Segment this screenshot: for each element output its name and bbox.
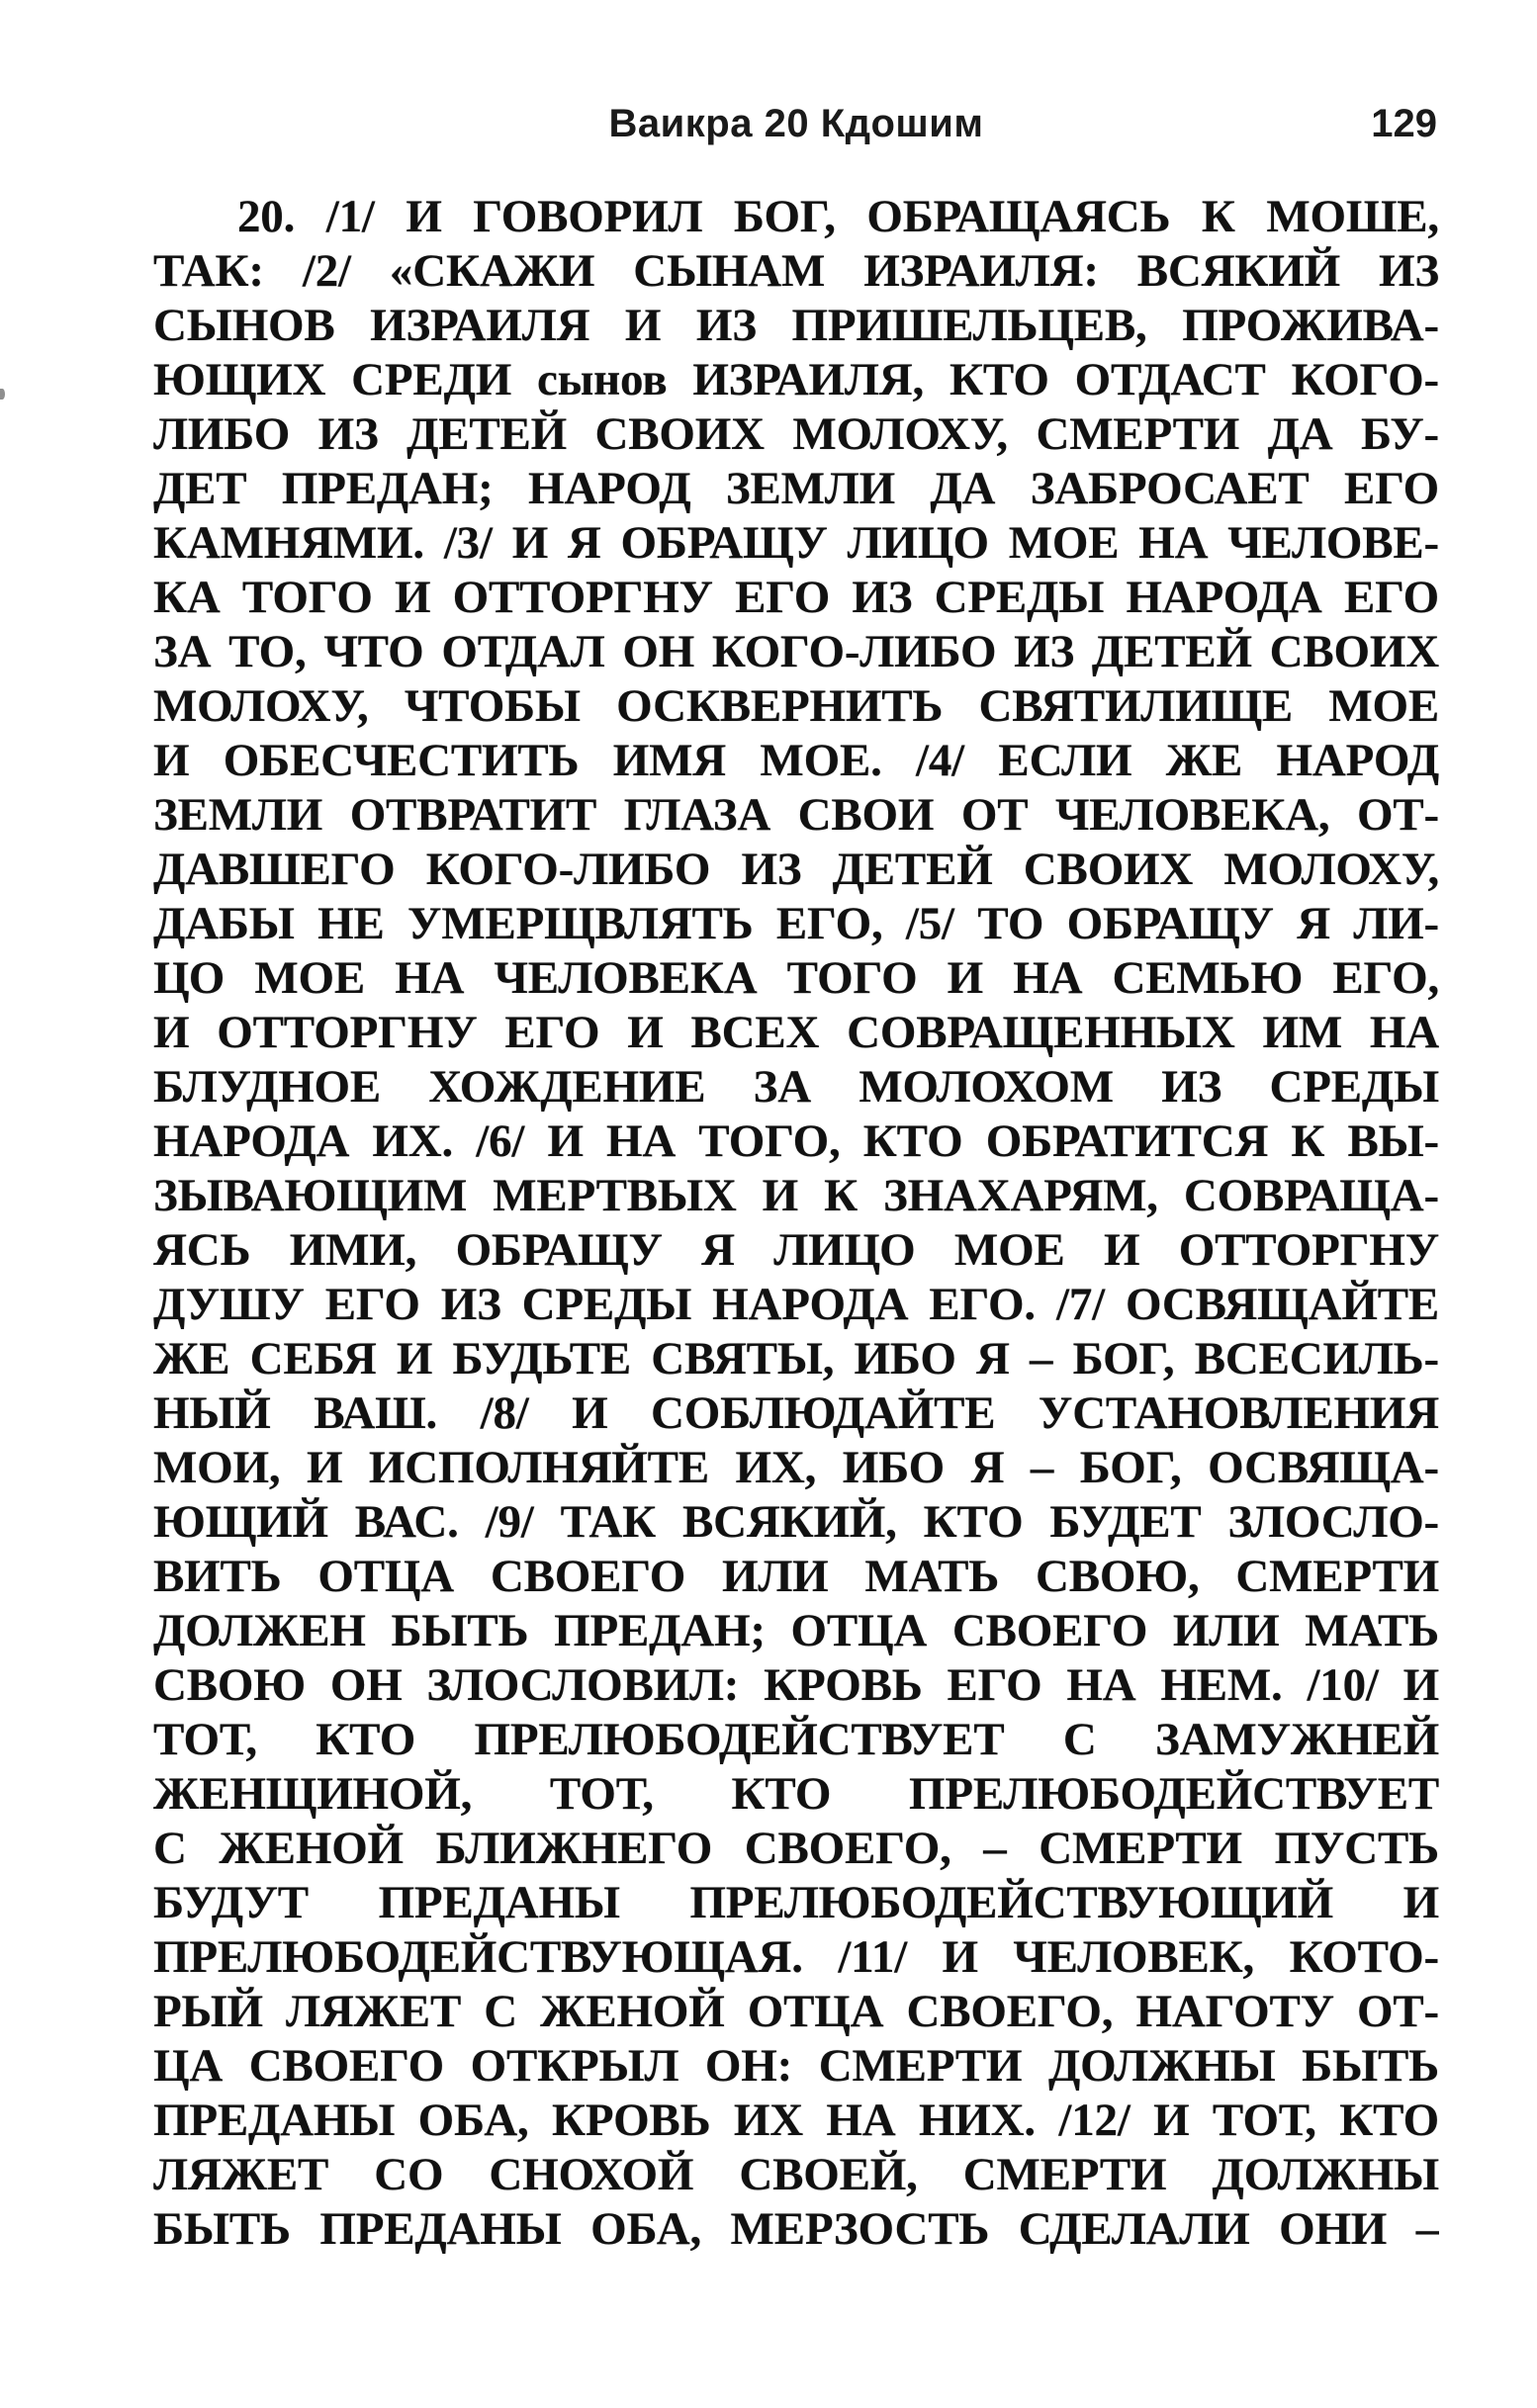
body-text-line: 20. /1/ И ГОВОРИЛ БОГ, ОБРАЩАЯСЬ К МОШЕ, xyxy=(237,191,1439,242)
body-text-line: СЫНОВ ИЗРАИЛЯ И ИЗ ПРИШЕЛЬЦЕВ, ПРОЖИВА- xyxy=(153,300,1439,351)
body-text xyxy=(153,190,1439,2257)
body-text-line: ДУШУ ЕГО ИЗ СРЕДЫ НАРОДА ЕГО. /7/ ОСВЯЩАЙТЕ xyxy=(153,1279,1439,1330)
body-text-line: ЦА СВОЕГО ОТКРЫЛ ОН: СМЕРТИ ДОЛЖНЫ БЫТЬ xyxy=(153,2040,1439,2092)
body-text-line: ЗА ТО, ЧТО ОТДАЛ ОН КОГО-ЛИБО ИЗ ДЕТЕЙ СВОИХ xyxy=(153,626,1439,677)
body-text-line: И ОТТОРГНУ ЕГО И ВСЕХ СОВРАЩЕННЫХ ИМ НА xyxy=(153,1007,1439,1058)
body-text-line: БЫТЬ ПРЕДАНЫ ОБА, МЕРЗОСТЬ СДЕЛАЛИ ОНИ – xyxy=(153,2203,1439,2255)
body-text-line: БУДУТ ПРЕДАНЫ ПРЕЛЮБОДЕЙСТВУЮЩИЙ И xyxy=(153,1877,1439,1928)
body-text-line: ЮЩИХ СРЕДИ сынов ИЗРАИЛЯ, КТО ОТДАСТ КОГО- xyxy=(153,354,1439,405)
body-text-line: ТАК: /2/ «СКАЖИ СЫНАМ ИЗРАИЛЯ: ВСЯКИЙ ИЗ xyxy=(153,245,1439,297)
page-header xyxy=(153,101,1439,150)
body-text-line: НАРОДА ИХ. /6/ И НА ТОГО, КТО ОБРАТИТСЯ К ВЫ- xyxy=(153,1115,1439,1167)
body-text-line: БЛУДНОЕ ХОЖДЕНИЕ ЗА МОЛОХОМ ИЗ СРЕДЫ xyxy=(153,1061,1439,1113)
body-text-line: ПРЕДАНЫ ОБА, КРОВЬ ИХ НА НИХ. /12/ И ТОТ, КТО xyxy=(153,2095,1439,2146)
body-text-line: СВОЮ ОН ЗЛОСЛОВИЛ: КРОВЬ ЕГО НА НЕМ. /10/ И xyxy=(153,1659,1439,1711)
body-text-line: ЗЫВАЮЩИМ МЕРТВЫХ И К ЗНАХАРЯМ, СОВРАЩА- xyxy=(153,1170,1439,1221)
body-text-line: ДАВШЕГО КОГО-ЛИБО ИЗ ДЕТЕЙ СВОИХ МОЛОХУ, xyxy=(153,844,1439,895)
body-text-line: ЦО МОЕ НА ЧЕЛОВЕКА ТОГО И НА СЕМЬЮ ЕГО, xyxy=(153,952,1439,1004)
scan-speck-artifact xyxy=(0,389,5,400)
body-text-line: ДАБЫ НЕ УМЕРЩВЛЯТЬ ЕГО, /5/ ТО ОБРАЩУ Я ЛИ- xyxy=(153,898,1439,949)
body-text-line: МОИ, И ИСПОЛНЯЙТЕ ИХ, ИБО Я – БОГ, ОСВЯЩА- xyxy=(153,1442,1439,1493)
body-text-line: ЛИБО ИЗ ДЕТЕЙ СВОИХ МОЛОХУ, СМЕРТИ ДА БУ- xyxy=(153,408,1439,460)
body-text-line: И ОБЕСЧЕСТИТЬ ИМЯ МОЕ. /4/ ЕСЛИ ЖЕ НАРОД xyxy=(153,735,1439,786)
body-text-line: ВИТЬ ОТЦА СВОЕГО ИЛИ МАТЬ СВОЮ, СМЕРТИ xyxy=(153,1551,1439,1602)
body-text-line: ЯСЬ ИМИ, ОБРАЩУ Я ЛИЦО МОЕ И ОТТОРГНУ xyxy=(153,1224,1439,1276)
body-text-line: ПРЕЛЮБОДЕЙСТВУЮЩАЯ. /11/ И ЧЕЛОВЕК, КОТО- xyxy=(153,1931,1439,1983)
body-text-line: ТОТ, КТО ПРЕЛЮБОДЕЙСТВУЕТ С ЗАМУЖНЕЙ xyxy=(153,1714,1439,1765)
body-text-line: ЛЯЖЕТ СО СНОХОЙ СВОЕЙ, СМЕРТИ ДОЛЖНЫ xyxy=(153,2149,1439,2200)
running-head-title: Ваикра 20 Кдошим xyxy=(608,102,984,145)
body-text-line: ЮЩИЙ ВАС. /9/ ТАК ВСЯКИЙ, КТО БУДЕТ ЗЛОСЛО- xyxy=(153,1496,1439,1548)
body-text-line: РЫЙ ЛЯЖЕТ С ЖЕНОЙ ОТЦА СВОЕГО, НАГОТУ ОТ- xyxy=(153,1986,1439,2037)
body-text-line: ЖЕНЩИНОЙ, ТОТ, КТО ПРЕЛЮБОДЕЙСТВУЕТ xyxy=(153,1768,1439,1820)
body-text-line: ДЕТ ПРЕДАН; НАРОД ЗЕМЛИ ДА ЗАБРОСАЕТ ЕГО xyxy=(153,463,1439,514)
body-text-line: ДОЛЖЕН БЫТЬ ПРЕДАН; ОТЦА СВОЕГО ИЛИ МАТЬ xyxy=(153,1605,1439,1656)
body-text-line: ЗЕМЛИ ОТВРАТИТ ГЛАЗА СВОИ ОТ ЧЕЛОВЕКА, ОТ- xyxy=(153,789,1439,841)
body-text-line: НЫЙ ВАШ. /8/ И СОБЛЮДАЙТЕ УСТАНОВЛЕНИЯ xyxy=(153,1387,1439,1439)
body-text-line: ЖЕ СЕБЯ И БУДЬТЕ СВЯТЫ, ИБО Я – БОГ, ВСЕСИЛЬ- xyxy=(153,1333,1439,1384)
body-text-line: КАМНЯМИ. /3/ И Я ОБРАЩУ ЛИЦО МОЕ НА ЧЕЛОВЕ- xyxy=(153,517,1439,569)
body-text-line: КА ТОГО И ОТТОРГНУ ЕГО ИЗ СРЕДЫ НАРОДА ЕГО xyxy=(153,572,1439,623)
body-text-line: С ЖЕНОЙ БЛИЖНЕГО СВОЕГО, – СМЕРТИ ПУСТЬ xyxy=(153,1823,1439,1874)
page-number: 129 xyxy=(1371,102,1437,145)
body-text-line: МОЛОХУ, ЧТОБЫ ОСКВЕРНИТЬ СВЯТИЛИЩЕ МОЕ xyxy=(153,680,1439,732)
